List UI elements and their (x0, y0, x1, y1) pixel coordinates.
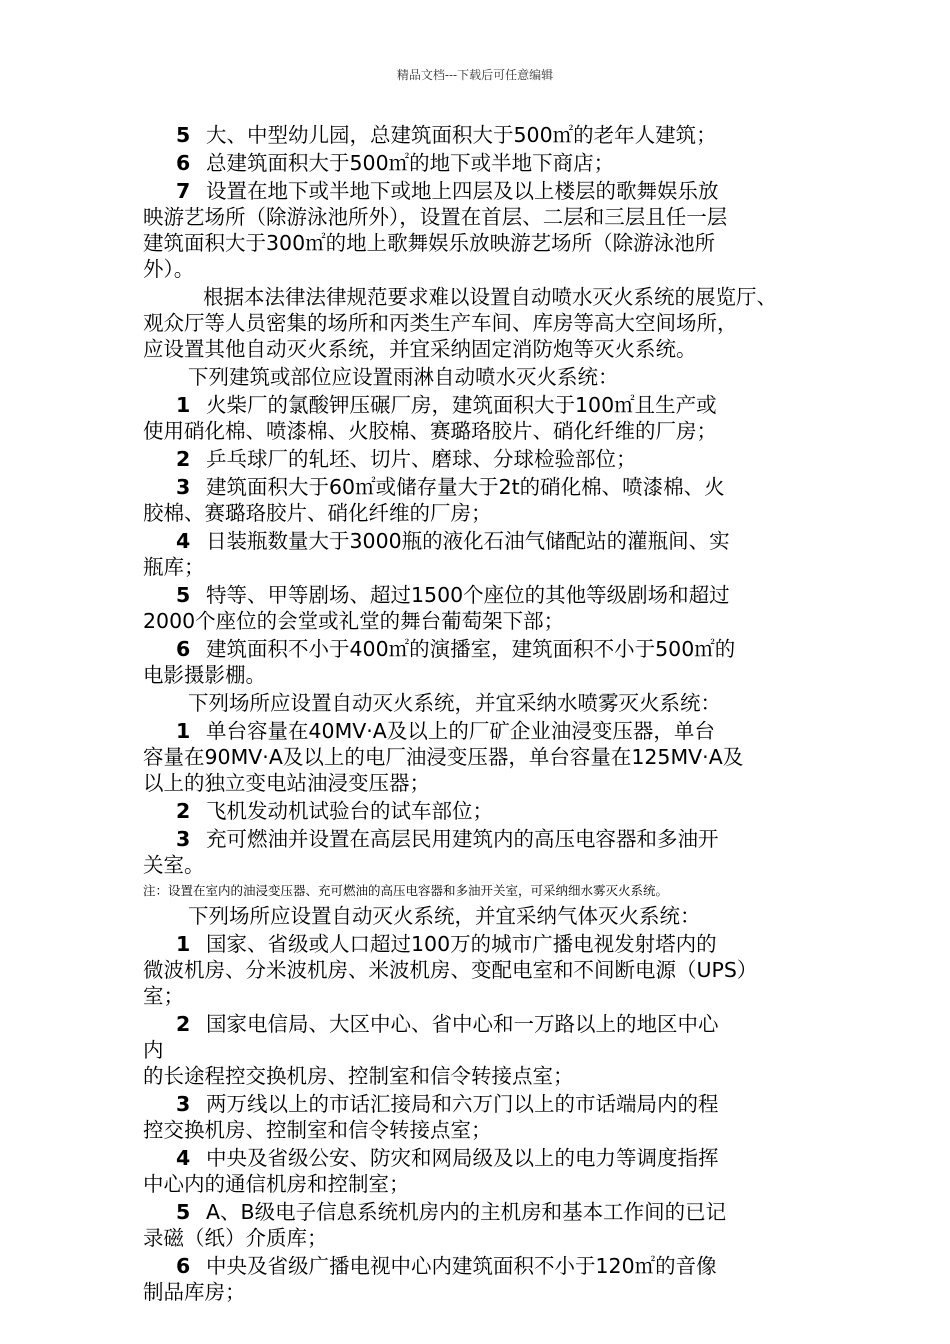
list-item-continuation: 映游艺场所（除游泳池所外），设置在首层、二层和三层且任一层 (143, 205, 728, 229)
list-item-continuation: 控交换机房、控制室和信令转接点室； (143, 1118, 492, 1142)
list-item-first-line (143, 798, 808, 824)
item-number: 3 (176, 475, 191, 499)
item-number: 5 (176, 583, 191, 607)
item-text: 设置在地下或半地下或地上四层及以上楼层的歌舞娱乐放 (206, 179, 719, 203)
list-item-continuation: 瓶库； (143, 555, 205, 579)
list-item-continuation: 2000个座位的会堂或礼堂的舞台葡萄架下部； (143, 609, 565, 633)
list-item-continuation: 关室。 (143, 853, 205, 877)
list-item-continuation: 内 (143, 1038, 164, 1062)
list-item-continuation: 电影摄影棚。 (143, 663, 266, 687)
list-item-continuation: 中心内的通信机房和控制室； (143, 1172, 410, 1196)
item-text: 充可燃油并设置在高层民用建筑内的高压电容器和多油开 (206, 827, 719, 851)
line-gap (143, 1305, 808, 1307)
item-text: 乒乓球厂的轧坯、切片、磨球、分球检验部位； (206, 447, 637, 471)
list-item-first-line (143, 1199, 808, 1225)
item-text: 国家电信局、大区中心、省中心和一万路以上的地区中心 (206, 1012, 719, 1036)
item-number: 2 (176, 1012, 191, 1036)
item-number: 5 (176, 1200, 191, 1224)
list-item-continuation: 微波机房、分米波机房、米波机房、变配电室和不间断电源（UPS） (143, 958, 758, 982)
list-item-continuation: 录磁（纸）介质库； (143, 1226, 328, 1250)
item-text: 单台容量在40MV·A及以上的厂矿企业油浸变压器，单台 (206, 719, 715, 743)
list-item (143, 528, 808, 580)
item-text: 特等、甲等剧场、超过1500个座位的其他等级剧场和超过 (206, 583, 730, 607)
item-number: 1 (176, 719, 191, 743)
list-item-first-line (143, 150, 808, 176)
list-item-first-line (143, 826, 808, 852)
paragraph-first-line: 根据本法律法律规范要求难以设置自动喷水灭火系统的展览厅、 (203, 285, 777, 309)
section-heading: 下列建筑或部位应设置雨淋自动喷水灭火系统： (188, 365, 619, 389)
item-number: 7 (176, 179, 191, 203)
item-text: 火柴厂的氯酸钾压碾厂房，建筑面积大于100㎡且生产或 (206, 393, 717, 417)
list-item (143, 150, 808, 176)
paragraph-line: 观众厅等人员密集的场所和丙类生产车间、库房等高大空间场所， (143, 311, 738, 335)
list-item-continuation: 容量在90MV·A及以上的电厂油浸变压器，单台容量在125MV·A及 (143, 745, 744, 769)
list-item-first-line (143, 446, 808, 472)
item-number: 2 (176, 447, 191, 471)
item-number: 2 (176, 799, 191, 823)
list-item-first-line (143, 1091, 808, 1117)
list-item (143, 826, 808, 878)
footnote: 注：设置在室内的油浸变压器、充可燃油的高压电容器和多油开关室，可采纳细水雾灭火系统。 (143, 883, 669, 898)
item-text: 两万线以上的市话汇接局和六万门以上的市话端局内的程 (206, 1092, 719, 1116)
list-item (143, 636, 808, 688)
item-number: 4 (176, 529, 191, 553)
list-item-first-line (143, 178, 808, 204)
section-heading: 下列场所应设置自动灭火系统，并宜采纳气体灭火系统： (188, 904, 701, 928)
item-number: 3 (176, 1092, 191, 1116)
list-item (143, 446, 808, 472)
item-number: 5 (176, 123, 191, 147)
list-item (143, 798, 808, 824)
list-item-first-line (143, 1253, 808, 1279)
page-header: 精品文档---下载后可任意编辑 (396, 68, 554, 82)
item-number: 6 (176, 151, 191, 175)
item-text: 中央及省级广播电视中心内建筑面积不小于120㎡的音像 (206, 1254, 717, 1278)
list-item (143, 1145, 808, 1197)
list-item (143, 931, 808, 1009)
list-item (143, 474, 808, 526)
document-body (143, 122, 808, 1307)
list-item (143, 392, 808, 444)
paragraph (143, 284, 808, 362)
item-number: 1 (176, 932, 191, 956)
item-number: 6 (176, 637, 191, 661)
list-item (143, 1011, 808, 1089)
item-text: 日装瓶数量大于3000瓶的液化石油气储配站的灌瓶间、实 (206, 529, 730, 553)
list-item (143, 582, 808, 634)
list-item-first-line (143, 1145, 808, 1171)
item-number: 6 (176, 1254, 191, 1278)
list-item-continuation: 室； (143, 984, 184, 1008)
list-item-first-line (143, 474, 808, 500)
list-item (143, 178, 808, 282)
list-item-first-line (143, 582, 808, 608)
list-item-first-line (143, 718, 808, 744)
list-item (143, 718, 808, 796)
list-item-continuation: 建筑面积大于300㎡的地上歌舞娱乐放映游艺场所（除游泳池所 (143, 231, 716, 255)
list-item-continuation: 以上的独立变电站油浸变压器； (143, 771, 430, 795)
item-number: 3 (176, 827, 191, 851)
list-item (143, 1091, 808, 1143)
paragraph-line: 应设置其他自动灭火系统，并宜采纳固定消防炮等灭火系统。 (143, 337, 697, 361)
list-item-continuation: 的长途程控交换机房、控制室和信令转接点室； (143, 1064, 574, 1088)
list-item (143, 1253, 808, 1305)
list-item-first-line (143, 528, 808, 554)
section-heading: 下列场所应设置自动灭火系统，并宜采纳水喷雾灭火系统： (188, 691, 721, 715)
list-item-continuation: 使用硝化棉、喷漆棉、火胶棉、赛璐珞胶片、硝化纤维的厂房； (143, 419, 717, 443)
item-number: 4 (176, 1146, 191, 1170)
item-text: 总建筑面积大于500㎡的地下或半地下商店； (206, 151, 615, 175)
list-item-first-line (143, 636, 808, 662)
item-text: 大、中型幼儿园，总建筑面积大于500㎡的老年人建筑； (206, 123, 717, 147)
list-item (143, 122, 808, 148)
item-text: 建筑面积不小于400㎡的演播室，建筑面积不小于500㎡的 (206, 637, 736, 661)
item-number: 1 (176, 393, 191, 417)
list-item-first-line (143, 1011, 808, 1037)
list-item (143, 1199, 808, 1251)
item-text: 飞机发动机试验台的试车部位； (206, 799, 493, 823)
item-text: 建筑面积大于60㎡或储存量大于2t的硝化棉、喷漆棉、火 (206, 475, 725, 499)
item-text: A、B级电子信息系统机房内的主机房和基本工作间的已记 (206, 1200, 727, 1224)
list-item-continuation: 胶棉、赛璐珞胶片、硝化纤维的厂房； (143, 501, 492, 525)
list-item-first-line (143, 392, 808, 418)
list-item-continuation: 外）。 (143, 257, 195, 281)
item-text: 国家、省级或人口超过100万的城市广播电视发射塔内的 (206, 932, 717, 956)
item-text: 中央及省级公安、防灾和网局级及以上的电力等调度指挥 (206, 1146, 719, 1170)
list-item-continuation: 制品库房； (143, 1280, 246, 1304)
list-item-first-line (143, 931, 808, 957)
list-item-first-line (143, 122, 808, 148)
